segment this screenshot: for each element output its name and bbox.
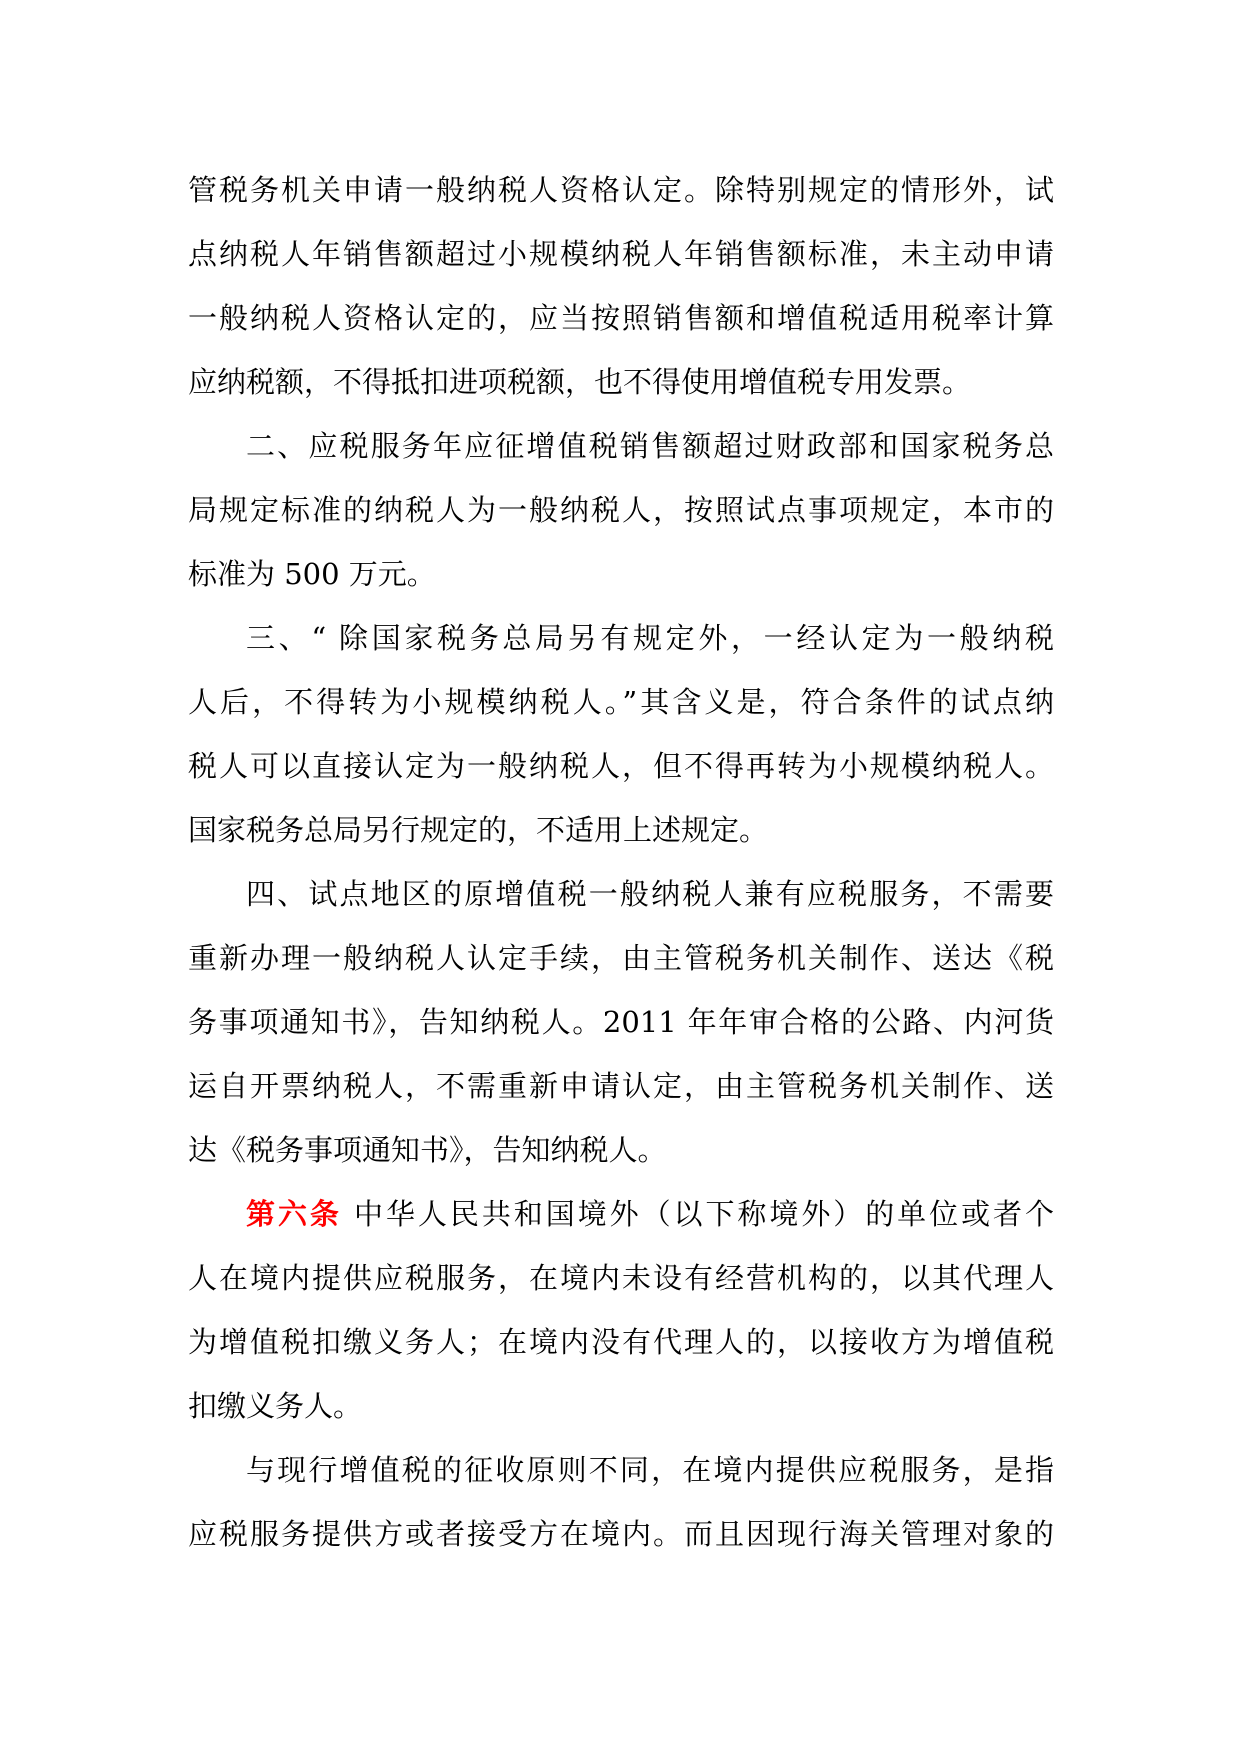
paragraph-3-line-2: 人后，不得转为小规模纳税人。”其含义是，符合条件的试点纳: [188, 685, 1054, 719]
paragraph-2-line-1: 二、应税服务年应征增值税销售额超过财政部和国家税务总: [246, 429, 1054, 463]
paragraph-4-line-5: 达《税务事项通知书》，告知纳税人。: [188, 1133, 667, 1167]
paragraph-3-line-1: 三、“ 除国家税务总局另有规定外，一经认定为一般纳税: [246, 621, 1054, 655]
paragraph-6-line-1: 与现行增值税的征收原则不同，在境内提供应税服务，是指: [246, 1453, 1054, 1487]
paragraph-2-line-2: 局规定标准的纳税人为一般纳税人，按照试点事项规定，本市的: [188, 493, 1054, 527]
article-6-first-line: [188, 1182, 1054, 1246]
paragraph-3-line-3: 税人可以直接认定为一般纳税人，但不得再转为小规模纳税人。: [188, 749, 1054, 783]
paragraph-1-line-3: 一般纳税人资格认定的，应当按照销售额和增值税适用税率计算: [188, 301, 1054, 335]
paragraph-1-line-1: 管税务机关申请一般纳税人资格认定。除特别规定的情形外，试: [188, 173, 1054, 207]
paragraph-4-line-1: 四、试点地区的原增值税一般纳税人兼有应税服务，不需要: [246, 877, 1054, 911]
paragraph-4-line-3: 务事项通知书》，告知纳税人。2011 年年审合格的公路、内河货: [188, 1005, 1054, 1039]
paragraph-3-line-4: 国家税务总局另行规定的，不适用上述规定。: [188, 813, 769, 847]
document-body: [188, 158, 1054, 1566]
paragraph-4-line-2: 重新办理一般纳税人认定手续，由主管税务机关制作、送达《税: [188, 941, 1054, 975]
paragraph-2-line-3: 标准为 500 万元。: [188, 557, 436, 591]
article-6-first-line-text: 中华人民共和国境外（以下称境外）的单位或者个: [354, 1197, 1054, 1231]
paragraph-1-line-2: 点纳税人年销售额超过小规模纳税人年销售额标准，未主动申请: [188, 237, 1054, 271]
paragraph-5-line-3: 为增值税扣缴义务人；在境内没有代理人的，以接收方为增值税: [188, 1325, 1054, 1359]
paragraph-1-line-4: 应纳税额，不得抵扣进项税额，也不得使用增值税专用发票。: [188, 365, 972, 399]
paragraph-5-line-2: 人在境内提供应税服务，在境内未设有经营机构的，以其代理人: [188, 1261, 1054, 1295]
paragraph-6-line-2: 应税服务提供方或者接受方在境内。而且因现行海关管理对象的: [188, 1517, 1054, 1551]
paragraph-5-line-4: 扣缴义务人。: [188, 1389, 363, 1423]
paragraph-4-line-4: 运自开票纳税人，不需重新申请认定，由主管税务机关制作、送: [188, 1069, 1054, 1103]
article-label: 第六条: [246, 1197, 342, 1231]
